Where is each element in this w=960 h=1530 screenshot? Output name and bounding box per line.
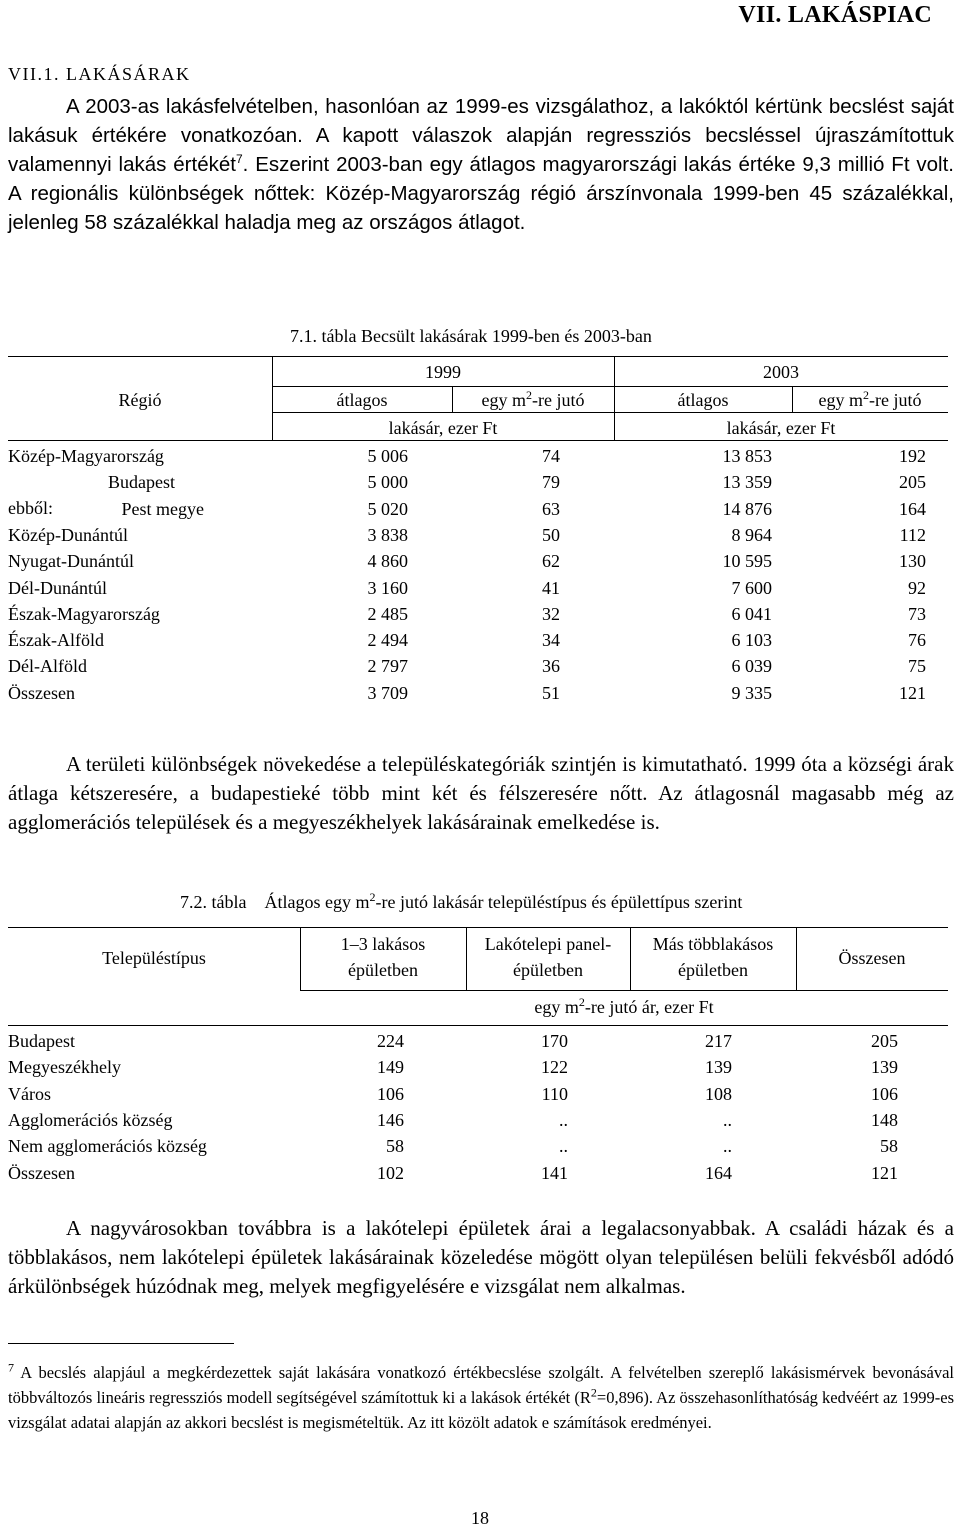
cell-avg-1999: 5 006 bbox=[367, 446, 408, 466]
intro-text-rest: . Eszerint 2003-ban egy átlagos magyarországi lakás értéke 9,3 millió Ft volt. A regionális különbségek nőttek: Közép-Magyarország régió árszínvonala 1999-ben 45 százalékkal, jelenleg 58 százalékkal haladja meg az országos átlagot. bbox=[8, 153, 954, 234]
cell-avg-1999: 3 160 bbox=[367, 578, 408, 598]
cell-m2-2003: 76 bbox=[908, 630, 926, 650]
cell-1-3: 224 bbox=[377, 1031, 404, 1051]
cell-m2-1999: 34 bbox=[542, 630, 560, 650]
cell-m2-2003: 75 bbox=[908, 656, 926, 676]
footnote: $^7$ A becslés alapjául a megkérdezettek saját lakására vonatkozó értékbecslése szolgált. A felvételben szereplő lakásismérvek bevonásával többváltozós lineáris regressziós modell segítségével számítottuk ki a lakások értékét $(R^2=0,896)$. Az összehasonlíthatóság kedvéért az 1999-es vizsgálat adatai alapján az akkori becslést is megismételtük. Az itt közölt adatok e számítások eredményei. bbox=[8, 1360, 954, 1432]
table-header-rule bbox=[272, 412, 948, 413]
row-label: Megyeszékhely bbox=[8, 1057, 121, 1077]
cell-avg-2003: 6 103 bbox=[731, 630, 772, 650]
cell-panel: 122 bbox=[541, 1057, 568, 1077]
intro-paragraph bbox=[8, 92, 954, 237]
paragraph-3: A nagyvárosokban továbbra is a lakótelepi épületek árai a legalacsonyabbak. A családi házak és a többlakásos, nem lakótelepi épületek lakásárainak közeledése mögött olyan településen belüli fekvésből adódó árkülönbségek húzódnak meg, melyek megfigyelésére e vizsgálat nem alkalmas. bbox=[8, 1216, 954, 1298]
col-header-unit: lakásár, ezer Ft bbox=[388, 418, 498, 438]
cell-m2-1999: 62 bbox=[542, 551, 560, 571]
table-header-rule bbox=[300, 990, 948, 991]
cell-avg-2003: 6 041 bbox=[731, 604, 772, 624]
table-header-rule bbox=[272, 386, 948, 387]
cell-avg-1999: 4 860 bbox=[367, 551, 408, 571]
row-label: Budapest bbox=[8, 1031, 75, 1051]
col-header-unit: lakásár, ezer Ft bbox=[726, 418, 836, 438]
cell-m2-2003: 130 bbox=[899, 551, 926, 571]
cell-avg-1999: 2 494 bbox=[367, 630, 408, 650]
cell-m2-1999: 50 bbox=[542, 525, 560, 545]
cell-m2-2003: 164 bbox=[899, 499, 926, 519]
cell-panel: 170 bbox=[541, 1031, 568, 1051]
col-header-avg: átlagos bbox=[677, 390, 729, 410]
cell-m2-2003: 192 bbox=[899, 446, 926, 466]
footnote-separator bbox=[8, 1343, 234, 1344]
cell-other: .. bbox=[723, 1110, 732, 1130]
cell-1-3: 58 bbox=[386, 1136, 404, 1156]
col-header-settlement: Településtípus bbox=[102, 948, 206, 968]
cell-avg-1999: 3 709 bbox=[367, 683, 408, 703]
cell-panel: 141 bbox=[541, 1163, 568, 1183]
section-title: VII.1. LAKÁSÁRAK bbox=[8, 64, 191, 84]
cell-total: 139 bbox=[871, 1057, 898, 1077]
cell-panel: .. bbox=[559, 1110, 568, 1130]
cell-avg-1999: 3 838 bbox=[367, 525, 408, 545]
cell-avg-1999: 2 797 bbox=[367, 656, 408, 676]
table-top-rule bbox=[8, 927, 948, 928]
cell-total: 148 bbox=[871, 1110, 898, 1130]
cell-total: 58 bbox=[880, 1136, 898, 1156]
cell-1-3: 149 bbox=[377, 1057, 404, 1077]
cell-avg-2003: 14 876 bbox=[722, 499, 772, 519]
col-header-1-3: épületben bbox=[348, 960, 418, 980]
cell-other: 139 bbox=[705, 1057, 732, 1077]
row-label: Pest megye bbox=[121, 499, 204, 519]
cell-1-3: 102 bbox=[377, 1163, 404, 1183]
cell-1-3: 106 bbox=[377, 1084, 404, 1104]
chapter-title: VII. LAKÁSPIAC bbox=[738, 2, 932, 28]
row-label: Dél-Alföld bbox=[8, 656, 87, 676]
cell-m2-1999: 74 bbox=[542, 446, 560, 466]
cell-avg-2003: 10 595 bbox=[722, 551, 772, 571]
paragraph-2: A területi különbségek növekedése a településkategóriák szintjén is kimutatható. 1999 óta a községi árak átlaga kétszeresére, a budapestieké több mint két és félszeresére nőtt. Az átlagosnál magasabb még az agglomerációs települések és a megyeszékhelyek lakásárainak emelkedése is. bbox=[8, 752, 954, 834]
row-label: Nem agglomerációs község bbox=[8, 1136, 207, 1156]
row-label: Közép-Magyarország bbox=[8, 446, 164, 466]
cell-m2-2003: 112 bbox=[899, 525, 926, 545]
table-caption: 7.2. tábla Átlagos egy $m^2-re$ jutó lakásár településtípus és épülettípus szerint bbox=[180, 890, 743, 912]
col-header-per-m2: egy $m^2-re$ jutó bbox=[481, 388, 585, 410]
col-header-per-m2: egy $m^2-re$ jutó bbox=[818, 388, 922, 410]
cell-avg-2003: 7 600 bbox=[731, 578, 772, 598]
col-header-panel: épületben bbox=[513, 960, 583, 980]
cell-avg-2003: 9 335 bbox=[731, 683, 772, 703]
table-header-bottom-rule bbox=[8, 440, 948, 441]
row-label: Dél-Dunántúl bbox=[8, 578, 107, 598]
cell-avg-1999: 2 485 bbox=[367, 604, 408, 624]
cell-other: 108 bbox=[705, 1084, 732, 1104]
col-header-year: 1999 bbox=[425, 362, 461, 382]
cell-m2-1999: 41 bbox=[542, 578, 560, 598]
row-label: Összesen bbox=[8, 683, 75, 703]
ebbol-label: ebből: bbox=[8, 498, 53, 518]
cell-m2-2003: 92 bbox=[908, 578, 926, 598]
col-header-total: Összesen bbox=[838, 948, 906, 968]
col-header-unit: egy $m^2-re$ jutó ár, ezer Ft bbox=[534, 995, 714, 1017]
col-header-panel: Lakótelepi panel- bbox=[484, 934, 612, 954]
row-label: Agglomerációs község bbox=[8, 1110, 173, 1130]
cell-total: 205 bbox=[871, 1031, 898, 1051]
cell-avg-1999: 5 020 bbox=[367, 499, 408, 519]
row-label: Összesen bbox=[8, 1163, 75, 1183]
cell-panel: .. bbox=[559, 1136, 568, 1156]
row-label: Észak-Alföld bbox=[8, 630, 104, 650]
cell-avg-2003: 13 853 bbox=[722, 446, 772, 466]
cell-1-3: 146 bbox=[377, 1110, 404, 1130]
cell-m2-2003: 121 bbox=[899, 683, 926, 703]
col-header-other: épületben bbox=[678, 960, 748, 980]
footnote-ref: 7 bbox=[235, 152, 243, 167]
cell-other: 217 bbox=[705, 1031, 732, 1051]
cell-avg-2003: 8 964 bbox=[731, 525, 772, 545]
cell-avg-2003: 13 359 bbox=[722, 472, 772, 492]
cell-total: 106 bbox=[871, 1084, 898, 1104]
cell-m2-1999: 51 bbox=[542, 683, 560, 703]
row-label: Közép-Dunántúl bbox=[8, 525, 128, 545]
table-header-bottom-rule bbox=[8, 1025, 948, 1026]
cell-m2-1999: 36 bbox=[542, 656, 560, 676]
col-header-region: Régió bbox=[118, 390, 162, 410]
col-header-other: Más többlakásos bbox=[652, 934, 774, 954]
page-number: 18 bbox=[471, 1508, 489, 1528]
cell-m2-1999: 63 bbox=[542, 499, 560, 519]
row-label: Nyugat-Dunántúl bbox=[8, 551, 134, 571]
intro-text: A 2003-as lakásfelvételben, hasonlóan az 1999-es vizsgálathoz, a lakóktól kértünk becslést saját lakásuk értékére vonatkozóan. A kapott válaszok alapján regressziós becsléssel újraszámítottuk valamennyi lakás értékét bbox=[8, 95, 954, 176]
row-label: Budapest bbox=[108, 472, 175, 492]
cell-m2-1999: 79 bbox=[542, 472, 560, 492]
cell-other: 164 bbox=[705, 1163, 732, 1183]
row-label: Észak-Magyarország bbox=[8, 604, 160, 624]
table-top-rule bbox=[8, 356, 948, 357]
row-label: Város bbox=[8, 1084, 51, 1104]
cell-avg-2003: 6 039 bbox=[731, 656, 772, 676]
cell-panel: 110 bbox=[541, 1084, 568, 1104]
cell-m2-2003: 205 bbox=[899, 472, 926, 492]
cell-other: .. bbox=[723, 1136, 732, 1156]
col-header-1-3: 1–3 lakásos bbox=[340, 934, 426, 954]
cell-avg-1999: 5 000 bbox=[367, 472, 408, 492]
col-header-year: 2003 bbox=[763, 362, 799, 382]
footnote-number: 7 bbox=[8, 1360, 14, 1375]
col-header-avg: átlagos bbox=[336, 390, 388, 410]
cell-total: 121 bbox=[871, 1163, 898, 1183]
cell-m2-2003: 73 bbox=[908, 604, 926, 624]
table-number: 7.2. tábla bbox=[180, 892, 247, 912]
cell-m2-1999: 32 bbox=[542, 604, 560, 624]
table-caption: 7.1. tábla Becsült lakásárak 1999-ben és 2003-ban bbox=[290, 326, 652, 346]
